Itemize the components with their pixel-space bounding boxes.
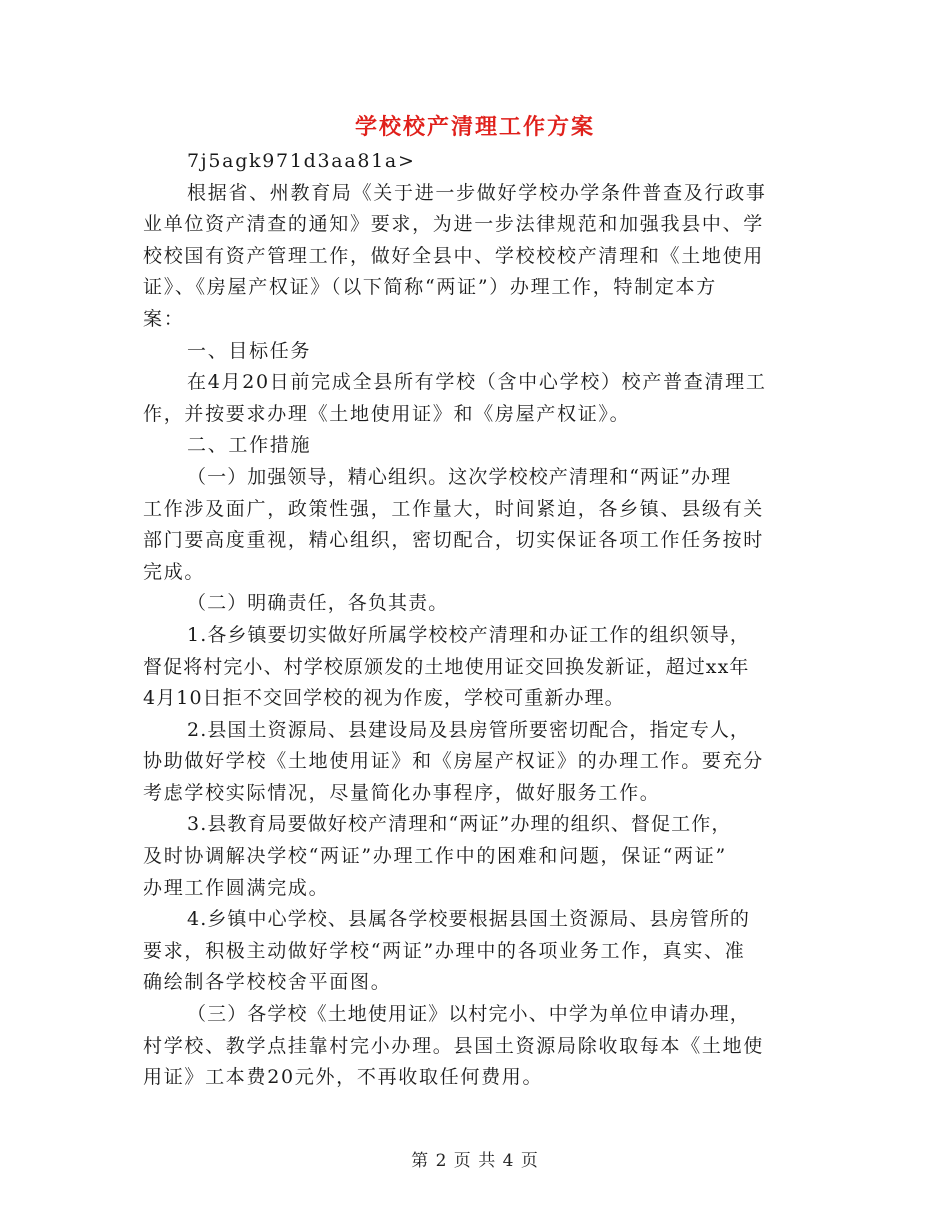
text-line-code: 7j5agk971d3aa81a> xyxy=(187,150,416,172)
paragraph-line: 证》、《房屋产权证》（以下简称“两证”）办理工作，特制定本方 xyxy=(143,276,717,299)
paragraph-line: 工作涉及面广，政策性强，工作量大，时间紧迫，各乡镇、县级有关 xyxy=(143,497,765,520)
paragraph-line: 业单位资产清查的通知》要求，为进一步法律规范和加强我县中、学 xyxy=(143,213,765,236)
paragraph-line: 案： xyxy=(143,307,185,330)
paragraph-line: 督促将村完小、村学校原颁发的土地使用证交回换发新证，超过xx年 xyxy=(143,655,750,678)
paragraph-line: 考虑学校实际情况，尽量简化办事程序，做好服务工作。 xyxy=(143,781,661,804)
paragraph-line: 用证》工本费20元外，不再收取任何费用。 xyxy=(143,1066,544,1089)
paragraph-line: 村学校、教学点挂靠村完小办理。县国土资源局除收取每本《土地使 xyxy=(143,1034,765,1057)
paragraph-line: 2.县国土资源局、县建设局及县房管所要密切配合，指定专人， xyxy=(187,718,751,741)
paragraph-line: 确绘制各学校校舍平面图。 xyxy=(143,971,392,994)
paragraph-line: 1.各乡镇要切实做好所属学校校产清理和办证工作的组织领导， xyxy=(187,623,751,646)
paragraph-line: 办理工作圆满完成。 xyxy=(143,876,330,899)
paragraph-line: 3.县教育局要做好校产清理和“两证”办理的组织、督促工作， xyxy=(187,813,732,836)
paragraph-line: （一）加强领导，精心组织。这次学校校产清理和“两证”办理 xyxy=(187,465,732,488)
paragraph-line: （三）各学校《土地使用证》以村完小、中学为单位申请办理， xyxy=(187,1003,750,1026)
section-heading: 一、目标任务 xyxy=(187,339,312,362)
paragraph-line: 在4月20日前完成全县所有学校（含中心学校）校产普查清理工 xyxy=(187,371,767,394)
paragraph-line: 部门要高度重视，精心组织，密切配合，切实保证各项工作任务按时 xyxy=(143,529,765,552)
subsection-heading: （二）明确责任，各负其责。 xyxy=(187,592,449,615)
paragraph-line: 完成。 xyxy=(143,560,206,583)
page-title: 学校校产清理工作方案 xyxy=(354,114,595,140)
paragraph-line: 4.乡镇中心学校、县属各学校要根据县国土资源局、县房管所的 xyxy=(187,908,751,931)
page-number-footer: 第 2 页 共 4 页 xyxy=(411,1151,539,1171)
paragraph-line: 协助做好学校《土地使用证》和《房屋产权证》的办理工作。要充分 xyxy=(143,750,765,773)
paragraph-line: 校校国有资产管理工作，做好全县中、学校校校产清理和《土地使用 xyxy=(143,244,765,267)
paragraph-line: 作，并按要求办理《土地使用证》和《房屋产权证》。 xyxy=(143,402,631,425)
paragraph-line: 要求，积极主动做好学校“两证”办理中的各项业务工作，真实、准 xyxy=(143,939,746,962)
paragraph-line: 及时协调解决学校“两证”办理工作中的困难和问题，保证“两证” xyxy=(143,845,727,868)
document-body xyxy=(143,146,808,1094)
paragraph-line: 4月10日拒不交回学校的视为作废，学校可重新办理。 xyxy=(143,687,625,710)
paragraph-line: 根据省、州教育局《关于进一步做好学校办学条件普查及行政事 xyxy=(187,181,767,204)
section-heading: 二、工作措施 xyxy=(187,434,312,457)
